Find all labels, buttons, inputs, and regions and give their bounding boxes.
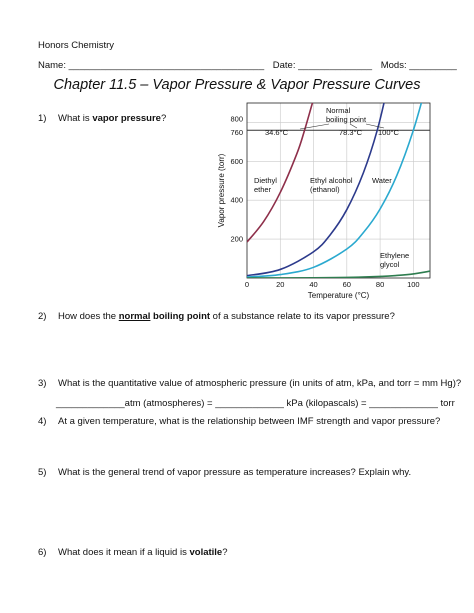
label-ethanol-2: (ethanol) <box>310 185 340 194</box>
name-label: Name: <box>38 60 66 71</box>
date-label: Date: <box>272 60 296 71</box>
bp-label-ethanol: 78.3°C <box>339 128 363 137</box>
x-tick-label: 60 <box>342 280 351 289</box>
question-4: 4) At a given temperature, what is the relationship between IMF strength and vapor pressure? <box>38 416 441 427</box>
label-ethylene-glycol-2: glycol <box>380 260 400 269</box>
question-1: 1) What is vapor pressure? <box>38 113 167 124</box>
x-axis-title: Temperature (°C) <box>307 291 370 300</box>
label-water: Water <box>372 176 392 185</box>
x-tick-label: 20 <box>276 280 285 289</box>
y-tick-label: 800 <box>230 114 243 124</box>
bp-label-water: 100°C <box>378 128 399 137</box>
mods-label: Mods: <box>380 60 407 71</box>
page-title: Chapter 11.5 – Vapor Pressure & Vapor Pressure Curves <box>53 77 421 93</box>
y-tick-label: 600 <box>230 156 243 166</box>
date-blank[interactable]: ______________ <box>298 60 373 71</box>
label-diethyl-ether-1: Diethyl <box>254 176 277 185</box>
normal-boiling-label-line1: Normal <box>326 106 351 115</box>
y-tick-label: 200 <box>230 234 243 244</box>
x-tick-label: 40 <box>309 280 318 289</box>
course-name: Honors Chemistry <box>38 40 115 51</box>
bp-label-ether: 34.6°C <box>265 128 289 137</box>
name-blank[interactable]: _____________________________________ <box>68 60 265 71</box>
question-2: 2) How does the normal boiling point of a substance relate to its vapor pressure? <box>38 311 395 322</box>
leader-line-water <box>366 124 384 128</box>
normal-boiling-label-line2: boiling point <box>326 115 367 124</box>
mods-blank[interactable]: _________ <box>409 60 457 71</box>
leader-line-ether <box>300 124 329 129</box>
y-axis-title: Vapor pressure (torr) <box>217 153 226 228</box>
diethyl-ether-curve <box>247 84 319 242</box>
question-3-answer-line[interactable]: _____________atm (atmospheres) = _____________ kPa (kilopascals) = _____________ torr <box>56 398 455 409</box>
x-tick-label: 0 <box>244 280 250 289</box>
question-3: 3) What is the quantitative value of atmospheric pressure (in units of atm, kPa, and torr = mm Hg)? <box>38 378 462 389</box>
x-tick-label: 100 <box>407 280 420 289</box>
question-6: 6) What does it mean if a liquid is volatile? <box>38 547 228 558</box>
y-tick-label: 760 <box>230 128 243 138</box>
label-diethyl-ether-2: ether <box>254 185 272 194</box>
y-tick-label: 400 <box>230 195 243 205</box>
label-ethanol-1: Ethyl alcohol <box>310 176 353 185</box>
x-tick-label: 80 <box>375 280 385 289</box>
label-ethylene-glycol-1: Ethylene <box>380 251 410 260</box>
question-5: 5) What is the general trend of vapor pressure as temperature increases? Explain why. <box>38 467 412 478</box>
